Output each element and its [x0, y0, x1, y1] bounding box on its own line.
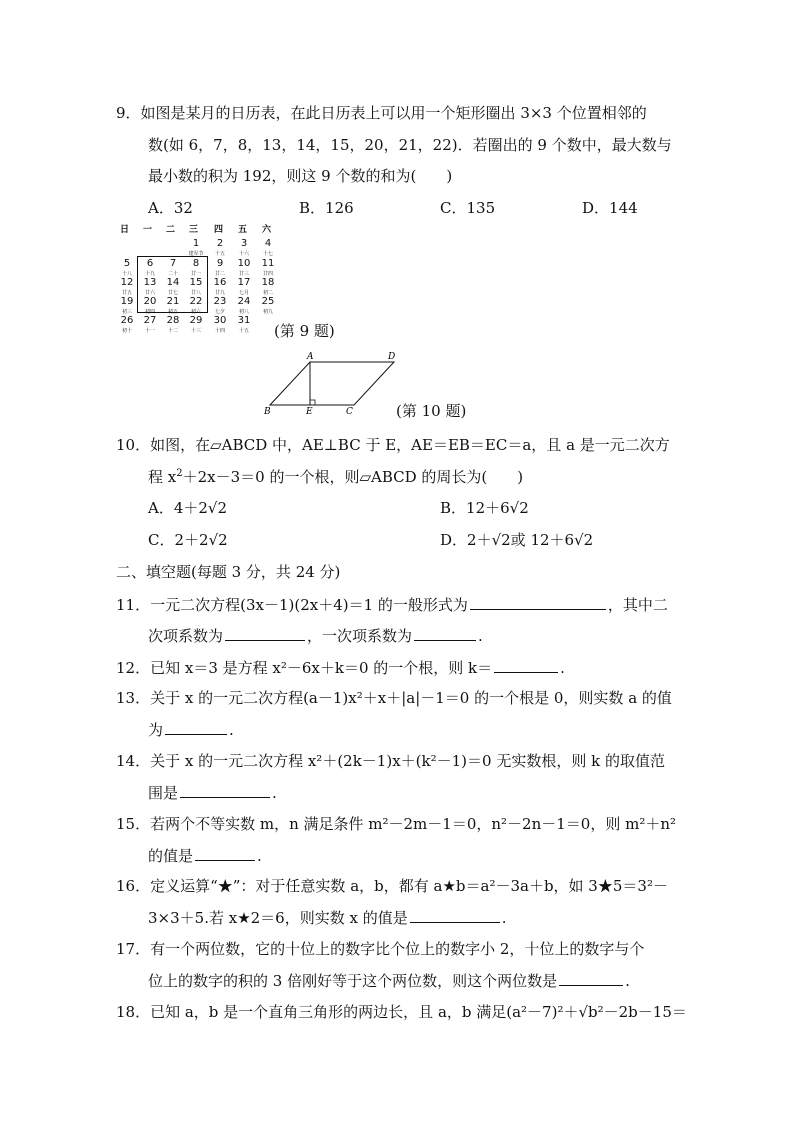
q16-blank[interactable]: [410, 907, 500, 923]
q9-line2: 数(如 6，7，8，13，14，15，20，21，22)．若圈出的 9 个数中，最大数与: [148, 136, 672, 154]
calendar-day: 31: [237, 315, 251, 326]
calendar-lunar-date: 廿八: [190, 290, 201, 296]
calendar-selection-box: [137, 256, 208, 313]
q14-text: 围是: [148, 784, 179, 802]
q14-line2: [148, 782, 277, 803]
calendar-lunar-date: 七夕: [214, 309, 225, 315]
calendar-day: 29: [189, 315, 203, 326]
q16-line1: 16．定义运算“★”：对于任意实数 a，b，都有 a★b＝a²－3a＋b，如 3★5＝3²－: [116, 877, 668, 895]
calendar-header-mon: 一: [143, 225, 153, 235]
calendar-day: 1: [192, 238, 200, 249]
calendar-lunar-date: 初四: [144, 309, 155, 315]
calendar-header-tue: 二: [166, 225, 176, 235]
q11-blank-quadratic-coef[interactable]: [225, 625, 305, 641]
right-angle-mark: [310, 400, 315, 405]
q11-line1: [116, 594, 668, 615]
q13-period: .: [229, 721, 234, 739]
q17-line1: 17．有一个两位数，它的十位上的数字比个位上的数字小 2，十位上的数字与个: [116, 940, 645, 958]
calendar-lunar-date: 十五: [238, 328, 249, 334]
q11-blank-general-form[interactable]: [470, 594, 606, 610]
calendar-day: 13: [143, 277, 157, 288]
calendar-day: 6: [146, 258, 154, 269]
q15-text: 的值是: [148, 847, 194, 865]
q10-option-d: D．2＋√2或 12＋6√2: [440, 531, 594, 549]
q9-option-b: B．126: [299, 199, 354, 217]
calendar-header-thu: 四: [214, 225, 224, 235]
calendar-lunar-date: 廿一: [190, 271, 201, 277]
calendar-day: 17: [237, 277, 251, 288]
label-d: D: [388, 352, 396, 362]
q10-line2-b: ＋2x－3＝0 的一个根，则▱ABCD 的周长为( ): [182, 468, 524, 486]
calendar-header-fri: 五: [238, 225, 248, 235]
q12-line: [116, 657, 565, 678]
calendar-day: 8: [192, 258, 200, 269]
q12-blank[interactable]: [494, 657, 558, 673]
calendar-lunar-date: 十三: [190, 328, 201, 334]
calendar-day: 20: [143, 296, 157, 307]
q17-text: 位上的数字的积的 3 倍刚好等于这个两位数，则这个两位数是: [148, 972, 558, 990]
calendar-header-sat: 六: [262, 225, 272, 235]
calendar-lunar-date: 十七: [262, 251, 273, 257]
calendar-lunar-date: 初六: [190, 309, 201, 315]
calendar-lunar-date: 十九: [144, 271, 155, 277]
calendar-day: 12: [120, 277, 134, 288]
calendar-day: 16: [213, 277, 227, 288]
q14-blank[interactable]: [180, 782, 270, 798]
q14-line1: 14．关于 x 的一元二次方程 x²＋(2k－1)x＋(k²－1)＝0 无实数根，则 k 的取值范: [116, 752, 665, 770]
calendar-day: 14: [166, 277, 180, 288]
calendar-day: 27: [143, 315, 157, 326]
q12-period: .: [560, 659, 565, 677]
q12-text: 12．已知 x＝3 是方程 x²－6x＋k＝0 的一个根，则 k＝: [116, 659, 493, 677]
q13-line2: [148, 719, 234, 740]
label-c: C: [346, 407, 353, 417]
q9-option-c: C．135: [440, 199, 496, 217]
calendar-lunar-date: 初十: [121, 328, 132, 334]
q11-text-a: 11．一元二次方程(3x－1)(2x＋4)＝1 的一般形式为: [116, 596, 468, 614]
q17-period: .: [625, 972, 630, 990]
calendar-day: 28: [166, 315, 180, 326]
calendar-lunar-date: 十一: [144, 328, 155, 334]
calendar-day: 11: [261, 258, 275, 269]
calendar-day: 7: [169, 258, 177, 269]
calendar-day: 3: [240, 238, 248, 249]
calendar-day: 21: [166, 296, 180, 307]
q16-text: 3×3＋5.若 x★2＝6，则实数 x 的值是: [148, 909, 408, 927]
q11-text-d: ，一次项系数为: [307, 627, 413, 645]
calendar-lunar-date: 十八: [121, 271, 132, 277]
q13-text: 为: [148, 721, 164, 739]
calendar-lunar-date: 廿二: [214, 271, 225, 277]
q15-line1: 15．若两个不等实数 m，n 满足条件 m²－2m－1＝0，n²－2n－1＝0，则 m²＋n²: [116, 815, 677, 833]
q9-line3: 最小数的积为 192，则这 9 个数的和为( ): [148, 167, 453, 185]
q13-blank[interactable]: [165, 719, 227, 735]
q9-option-a: A．32: [148, 199, 193, 217]
calendar-lunar-date: 廿七: [167, 290, 178, 296]
calendar-day: 10: [237, 258, 251, 269]
calendar-lunar-date: 初二: [262, 290, 273, 296]
q11-blank-linear-coef[interactable]: [414, 625, 476, 641]
calendar-lunar-date: 初九: [262, 309, 273, 315]
q15-period: .: [257, 847, 262, 865]
calendar-day: 30: [213, 315, 227, 326]
q11-line2: [148, 625, 483, 646]
fig9-caption: (第 9 题): [274, 322, 335, 340]
calendar-lunar-date: 廿九: [214, 290, 225, 296]
calendar-day: 23: [213, 296, 227, 307]
calendar-header-wed: 三: [189, 225, 199, 235]
calendar-lunar-date: 廿三: [238, 271, 249, 277]
calendar-day: 5: [123, 258, 131, 269]
calendar-lunar-date: 廿六: [144, 290, 155, 296]
calendar-lunar-date: 七月: [238, 290, 249, 296]
label-e: E: [306, 407, 313, 417]
calendar-day: 9: [216, 258, 224, 269]
q16-line2: [148, 907, 507, 928]
calendar-day: 4: [264, 238, 272, 249]
q11-text-c: 次项系数为: [148, 627, 224, 645]
q9-line1: 9．如图是某月的日历表，在此日历表上可以用一个矩形圈出 3×3 个位置相邻的: [116, 104, 647, 122]
calendar-day: 15: [189, 277, 203, 288]
q11-text-e: .: [478, 627, 483, 645]
label-b: B: [264, 407, 271, 417]
q17-blank[interactable]: [559, 970, 623, 986]
q10-option-b: B．12＋6√2: [440, 499, 529, 517]
calendar-day: 22: [189, 296, 203, 307]
q10-option-c: C．2＋2√2: [148, 531, 228, 549]
q13-line1: 13．关于 x 的一元二次方程(a－1)x²＋x＋|a|－1＝0 的一个根是 0，则实数 a 的值: [116, 689, 672, 707]
q14-period: .: [272, 784, 277, 802]
parallelogram-figure: [258, 348, 408, 420]
calendar-lunar-date: 廿五: [121, 290, 132, 296]
calendar-day: 26: [120, 315, 134, 326]
q15-blank[interactable]: [195, 845, 255, 861]
q18-line1: 18．已知 a，b 是一个直角三角形的两边长，且 a，b 满足(a²－7)²＋√b²－2b－15＝: [116, 1003, 687, 1021]
calendar-lunar-date: 初五: [167, 309, 178, 315]
q10-line1: 10．如图，在▱ABCD 中，AE⊥BC 于 E，AE＝EB＝EC＝a，且 a 是一元二次方: [116, 436, 670, 454]
section-2-heading: 二、填空题(每题 3 分，共 24 分): [116, 563, 341, 581]
calendar-lunar-date: 十四: [214, 328, 225, 334]
parallelogram-abcd: [270, 362, 394, 405]
q9-option-d: D．144: [582, 199, 638, 217]
calendar-header-sun: 日: [120, 225, 130, 235]
calendar-day: 19: [120, 296, 134, 307]
q16-period: .: [501, 909, 507, 927]
calendar-lunar-date: 二十: [167, 271, 178, 277]
q10-line2-a: 程 x: [148, 468, 177, 486]
calendar-day: 25: [261, 296, 275, 307]
calendar-lunar-date: 廿四: [262, 271, 273, 277]
q10-option-a: A．4＋2√2: [148, 499, 228, 517]
calendar-day: 18: [261, 277, 275, 288]
label-a: A: [307, 352, 314, 362]
calendar-lunar-date: 初三: [121, 309, 132, 315]
q11-text-b: ，其中二: [607, 596, 668, 614]
calendar-lunar-date: 建军节: [188, 251, 204, 257]
calendar-day: 24: [237, 296, 251, 307]
q17-line2: [148, 970, 630, 991]
calendar-lunar-date: 十五: [214, 251, 225, 257]
calendar-lunar-date: 初八: [238, 309, 249, 315]
q10-line2: 程 $x^2+2x-3=0$ 的一个根，则▱ABCD 的周长为( ): [148, 468, 524, 486]
fig10-caption: (第 10 题): [396, 402, 467, 420]
calendar-lunar-date: 十二: [167, 328, 178, 334]
calendar-lunar-date: 十六: [238, 251, 249, 257]
calendar-day: 2: [216, 238, 224, 249]
q15-line2: [148, 845, 262, 866]
